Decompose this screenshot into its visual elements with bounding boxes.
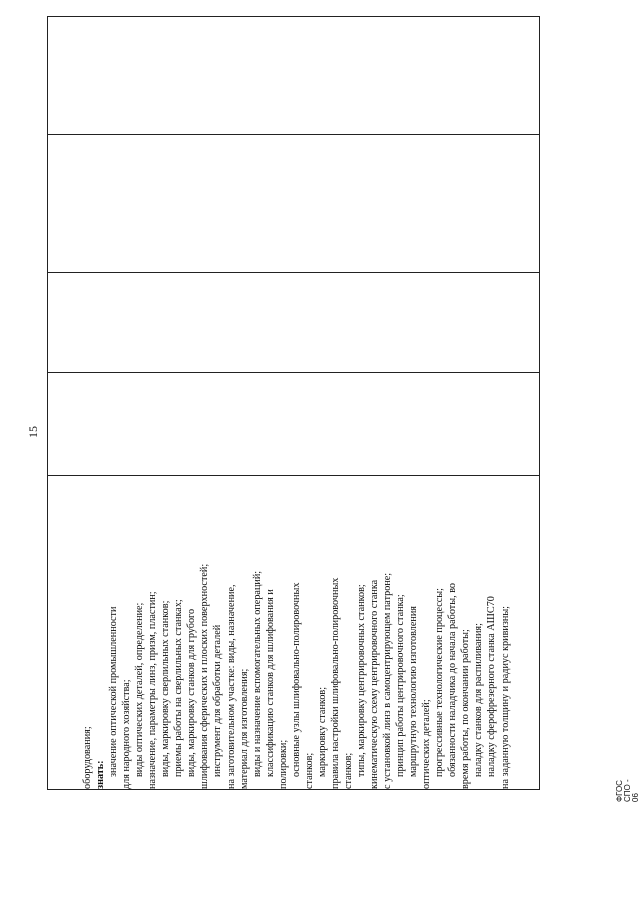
text-line: оптических деталей;	[421, 699, 433, 789]
text-line: наладку станков для распиливания;	[473, 623, 485, 777]
text-line: наладку сферофрезерного станка АШС70	[486, 596, 498, 777]
competency-table	[47, 16, 540, 790]
column-divider-1	[48, 134, 539, 135]
text-line: шлифования сферических и плоских поверхностей;	[199, 563, 211, 789]
text-line: с установкой линз в самоцентрирующем патроне;	[382, 572, 394, 789]
text-line: оборудования;	[82, 726, 93, 789]
knowledge-list-cell	[81, 475, 541, 791]
text-line: классификацию станков для шлифования и	[264, 589, 276, 777]
footer-label: ФГОС СПО - 06	[615, 779, 640, 802]
text-line: станков;	[303, 752, 315, 789]
text-line: приемы работы на сверлильных станках;	[173, 599, 185, 777]
text-line: виды, маркировку станков для грубого	[186, 608, 198, 777]
text-line: основные узлы шлифовально-полировочных	[290, 582, 302, 777]
text-line: обязанности наладчика до начала работы, во	[447, 582, 459, 777]
text-line: принцип работы центрировочного станка;	[395, 594, 407, 777]
text-line: на заготовительном участке: виды, назначение,	[225, 584, 237, 789]
column-divider-2	[48, 272, 539, 273]
text-line: станков;	[342, 752, 354, 789]
text-line: кинематическую схему центрировочного станка	[369, 579, 381, 789]
text-line: виды оптических деталей, определение;	[134, 602, 146, 777]
column-divider-3	[48, 372, 539, 373]
text-line: виды и назначение вспомогательных операций;	[251, 570, 263, 777]
text-line: типы, маркировку центрировочных станков;	[355, 584, 367, 777]
text-line: прогрессивные технологические процессы;	[434, 588, 446, 777]
text-line: инструмент для обработки деталей	[212, 624, 224, 777]
text-line: значение оптической промышленности	[108, 606, 120, 777]
text-line: правила настройки шлифовально-полировочных	[329, 577, 341, 789]
page-number: 15	[26, 426, 40, 438]
text-line: для народного хозяйства;	[121, 679, 133, 789]
text-line: полировки;	[277, 739, 289, 789]
text-line: маршрутную технологию изготовления	[408, 606, 420, 777]
text-line: маркировку станков;	[316, 686, 328, 777]
text-line: виды, маркировку сверлильных станков;	[160, 600, 172, 777]
text-line: материал для изготовления;	[238, 668, 250, 789]
knowledge-heading: знать:	[95, 760, 107, 789]
text-line: на заданную толщину и радиус кривизны;	[499, 606, 511, 789]
text-line: назначение, параметры линз, призм, пластин;	[147, 591, 159, 789]
text-line: время работы, по окончании работы;	[460, 629, 472, 789]
